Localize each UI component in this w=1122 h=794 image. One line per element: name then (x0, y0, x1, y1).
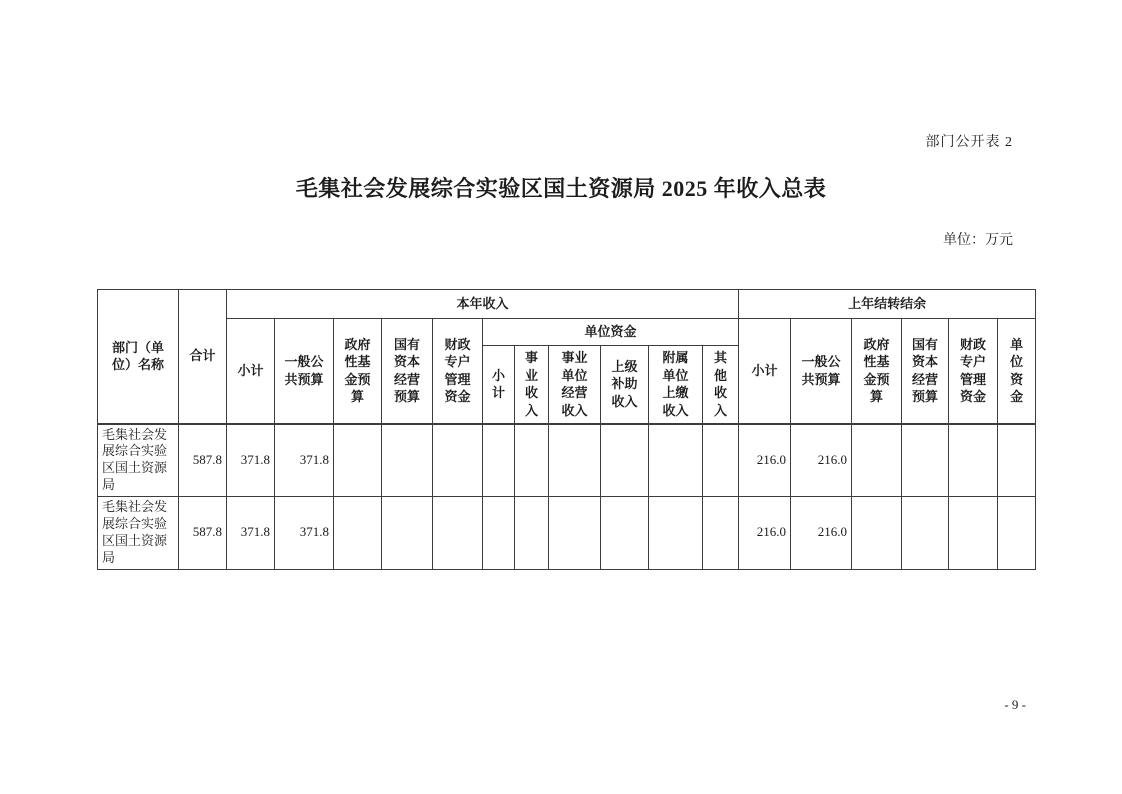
table-body (98, 424, 1036, 570)
col-header-grand-total: 合计 (179, 290, 227, 424)
col-header-business-income: 事业收入 (515, 346, 549, 424)
cell-cy-general-public-budget: 371.8 (275, 497, 334, 570)
corner-label: 部门公开表 2 (925, 135, 1013, 150)
cell-business-income (515, 497, 549, 570)
col-header-co-general-public-budget: 一般公共预算 (791, 319, 852, 424)
cell-superior-subsidy-income (601, 497, 649, 570)
cell-other-income (703, 497, 739, 570)
col-header-business-operating-income: 事业单位经营收入 (549, 346, 601, 424)
cell-co-general-public-budget: 216.0 (791, 424, 852, 497)
cell-cy-state-capital-budget (382, 497, 433, 570)
col-header-cy-subtotal: 小计 (227, 319, 275, 424)
col-header-cy-state-capital-budget: 国有资本经营预算 (382, 319, 433, 424)
cell-cy-gov-fund-budget (334, 497, 382, 570)
income-summary-table (97, 289, 1036, 570)
col-header-co-subtotal: 小计 (739, 319, 791, 424)
col-header-co-fiscal-account-funds: 财政专户管理资金 (949, 319, 998, 424)
cell-co-gov-fund-budget (852, 497, 902, 570)
group-header-unit-funds: 单位资金 (483, 319, 739, 346)
col-header-other-income: 其他收入 (703, 346, 739, 424)
cell-cy-gov-fund-budget (334, 424, 382, 497)
cell-cy-subtotal: 371.8 (227, 497, 275, 570)
cell-superior-subsidy-income (601, 424, 649, 497)
col-header-co-unit-funds: 单位资金 (998, 319, 1036, 424)
cell-business-operating-income (549, 424, 601, 497)
page-number: - 9 - (1004, 697, 1026, 712)
cell-co-state-capital-budget (902, 424, 949, 497)
cell-affiliated-remittance-income (649, 497, 703, 570)
cell-dept-name: 毛集社会发展综合实验区国土资源局 (98, 497, 179, 570)
cell-dept-name: 毛集社会发展综合实验区国土资源局 (98, 424, 179, 497)
group-header-current-year-income: 本年收入 (227, 290, 739, 319)
cell-other-income (703, 424, 739, 497)
cell-cy-subtotal: 371.8 (227, 424, 275, 497)
col-header-co-gov-fund-budget: 政府性基金预算 (852, 319, 902, 424)
cell-cy-general-public-budget: 371.8 (275, 424, 334, 497)
cell-business-income (515, 424, 549, 497)
cell-co-gov-fund-budget (852, 424, 902, 497)
unit-note: 单位：万元 (943, 233, 1013, 248)
cell-co-unit-funds (998, 497, 1036, 570)
table-header (98, 290, 1036, 424)
cell-co-fiscal-account-funds (949, 424, 998, 497)
cell-co-subtotal: 216.0 (739, 424, 791, 497)
cell-cy-state-capital-budget (382, 424, 433, 497)
col-header-cy-general-public-budget: 一般公共预算 (275, 319, 334, 424)
cell-uf-subtotal (483, 497, 515, 570)
cell-cy-fiscal-account-funds (433, 424, 483, 497)
cell-co-fiscal-account-funds (949, 497, 998, 570)
table-row (98, 424, 1036, 497)
col-header-cy-fiscal-account-funds: 财政专户管理资金 (433, 319, 483, 424)
cell-co-general-public-budget: 216.0 (791, 497, 852, 570)
cell-co-state-capital-budget (902, 497, 949, 570)
col-header-co-state-capital-budget: 国有资本经营预算 (902, 319, 949, 424)
table-row (98, 497, 1036, 570)
col-header-affiliated-remittance-income: 附属单位上缴收入 (649, 346, 703, 424)
col-header-dept-name: 部门（单位）名称 (98, 290, 179, 424)
col-header-superior-subsidy-income: 上级补助收入 (601, 346, 649, 424)
cell-affiliated-remittance-income (649, 424, 703, 497)
cell-business-operating-income (549, 497, 601, 570)
cell-grand-total: 587.8 (179, 424, 227, 497)
col-header-uf-subtotal: 小计 (483, 346, 515, 424)
group-header-prev-year-carryover: 上年结转结余 (739, 290, 1036, 319)
cell-cy-fiscal-account-funds (433, 497, 483, 570)
cell-co-unit-funds (998, 424, 1036, 497)
page-title: 毛集社会发展综合实验区国土资源局 2025 年收入总表 (295, 176, 827, 201)
cell-co-subtotal: 216.0 (739, 497, 791, 570)
col-header-cy-gov-fund-budget: 政府性基金预算 (334, 319, 382, 424)
cell-grand-total: 587.8 (179, 497, 227, 570)
cell-uf-subtotal (483, 424, 515, 497)
